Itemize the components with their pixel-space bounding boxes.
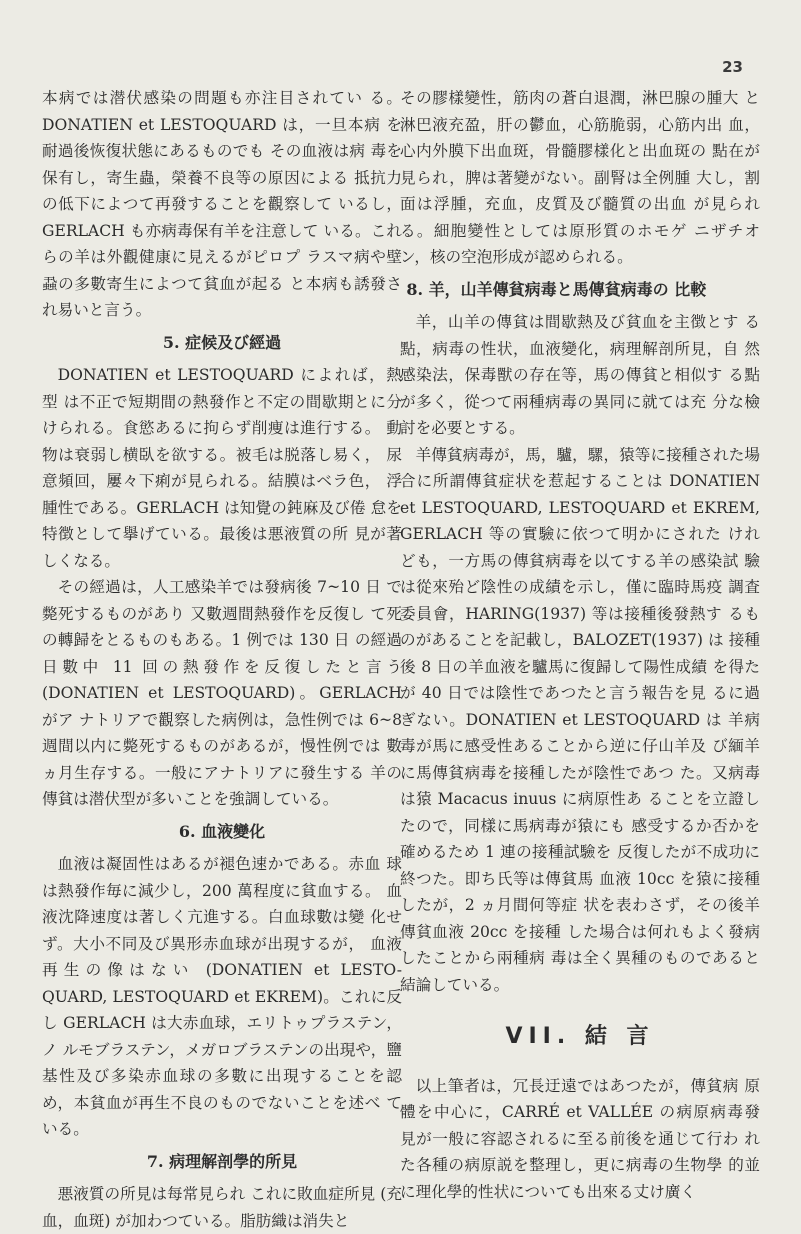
left-column <box>42 85 402 1234</box>
section-heading-pathology: 7. 病理解剖學的所見 <box>146 1151 298 1171</box>
paragraph: その經過は，人工感染羊では發病後 7~10 日 で斃死するものがあり 又數週間熱發作を反復し て死の轉歸をとるものもある。1 例では 130 日 の經過日數中 11 回の熱發作を反復したと言う (DONATIEN et LESTOQUARD)。GERLACH がア ナトリアで觀察した病例は，急性例では 6~8 週間以内に斃死するものがあるが，慢性例では 數ヵ月生存する。一般にアナトリアに發生する 羊の傳貧は潜伏型が多いことを強調している。 <box>42 578 402 808</box>
section-heading-comparison: 8. 羊，山羊傳貧病毒と馬傳貧病毒の 比較 <box>406 279 707 299</box>
paragraph: 血液は凝固性はあるが褪色速かである。赤血 球は熱發作毎に減少し，200 萬程度に貧血する。 血液沈降速度は著しく亢進する。白血球數は變 化せず。大小不同及び異形赤血球が出現するが， 血液再生の像はない (DONATIEN et LESTO- QUARD, LESTOQUARD et EKREM)。これに反し GERLACH は大赤血球，エリトゥプラステン，ノ ルモブラステン，メガロブラステンの出現や，鹽 基性及び多染赤血球の多數に出現することを認 め，本貧血が再生不良のものでないことを述べ ている。 <box>42 855 402 1138</box>
paragraph: DONATIEN et LESTOQUARD によれば，熱型 は不正で短期間の熱發作と不定の間歇期とに分 けられる。食慾あるに拘らず削痩は進行する。 動物は衰弱し横臥を欲する。被毛は脱落し易く， 尿意頻回，屢々下痢が見られる。結膜はベラ色， 浮腫性である。GERLACH は知覺の鈍麻及び倦 怠を特徴として擧げている。最後は悪液質の所 見が著しくなる。 <box>42 366 402 570</box>
page-number: 23 <box>722 58 743 76</box>
section-heading-symptoms: 5. 症候及び經過 <box>162 332 282 352</box>
section-heading-conclusion: VII. 結 言 <box>505 1024 655 1049</box>
right-column <box>400 85 760 1205</box>
paragraph: その膠樣變性，筋肉の蒼白退潤，淋巴腺の腫大 と淋巴液充盈，肝の鬱血，心筋脆弱，心筋内出 血，心内外膜下出血斑，骨髓膠樣化と出血斑の 點在が見られ，脾は著變がない。副腎は全例腫 大し，割面は浮腫，充血，皮質及び髓質の出血 が見られる。細胞變性としては原形質のホモゲ ニザチオン，核の空泡形成が認められる。 <box>400 89 760 266</box>
paragraph: 羊，山羊の傳貧は間歇熱及び貧血を主徴とす る點，病毒の性状，血液變化，病理解剖所見，自 然感染法，保毒獸の存在等，馬の傳貧と相似す る點が多く，從つて兩種病毒の異同に就ては充 分な檢討を必要とする。 <box>400 313 760 437</box>
paragraph: 以上筆者は，冗長迂遠ではあつたが，傳貧病 原體を中心に，CARRÉ et VALLÉE の病原病毒發 見が一般に容認されるに至る前後を通じて行わ れた各種の病原説を整理し，更に病毒の生物學 的並に理化學的性状についても出來る丈け廣く <box>400 1076 760 1201</box>
paragraph: 本病では潜伏感染の問題も亦注目されてい る。DONATIEN et LESTOQUARD は，一旦本病 を耐過後恢復状態にあるものでも その血液は病 毒を保有し，寄生蟲，榮養不良等の原因による 抵抗力の低下によつて再發することを觀察して いるし，GERLACH も亦病毒保有羊を注意して いる。これらの羊は外觀健康に見えるがピロプ ラスマ病や壁蝨の多數寄生によつて貧血が起る と本病も誘發され易いと言う。 <box>42 89 402 319</box>
section-heading-blood-changes: 6. 血液變化 <box>178 821 266 841</box>
paragraph: 羊傳貧病毒が，馬，驢，騾，猿等に接種された場 合に所謂傳貧症状を惹起することは DONATIEN et LESTOQUARD, LESTOQUARD et EKREM, GERLACH 等の實驗に依つて明かにされた けれ ども，一方馬の傳貧病毒を以てする羊の感染試 驗は從來殆ど陰性の成績を示し，僅に臨時馬疫 調査委員會，HARING(1937) 等は接種後發熱す るものがあることを記載し，BALOZET(1937) は 接種後 8 日の羊血液を驢馬に復歸して陽性成績 を得たが 40 日では陰性であつたと言う報告を見 るに過ぎない。DONATIEN et LESTOQUARD は 羊病毒が馬に感受性あることから逆に仔山羊及 び緬羊に馬傳貧病毒を接種したが陰性であつ た。又病毒は猿 Macacus inuus に病原性あ ることを立證したので，同樣に馬病毒が猿にも 感受するか否かを確めるため 1 連の接種試驗を 反復したが不成功に終つた。即ち氏等は傳貧馬 血液 10cc を猿に接種したが，2 ヵ月間何等症 状を表わさず，その後羊傳貧血液 20cc を接種 した場合は何れもよく發病したことから兩種病 毒は全く異種のものであると結論している。 <box>400 445 760 994</box>
paragraph: 悪液質の所見は每常見られ これに敗血症所見 (充血，血斑) が加わつている。脂肪織は消失と <box>42 1185 402 1230</box>
